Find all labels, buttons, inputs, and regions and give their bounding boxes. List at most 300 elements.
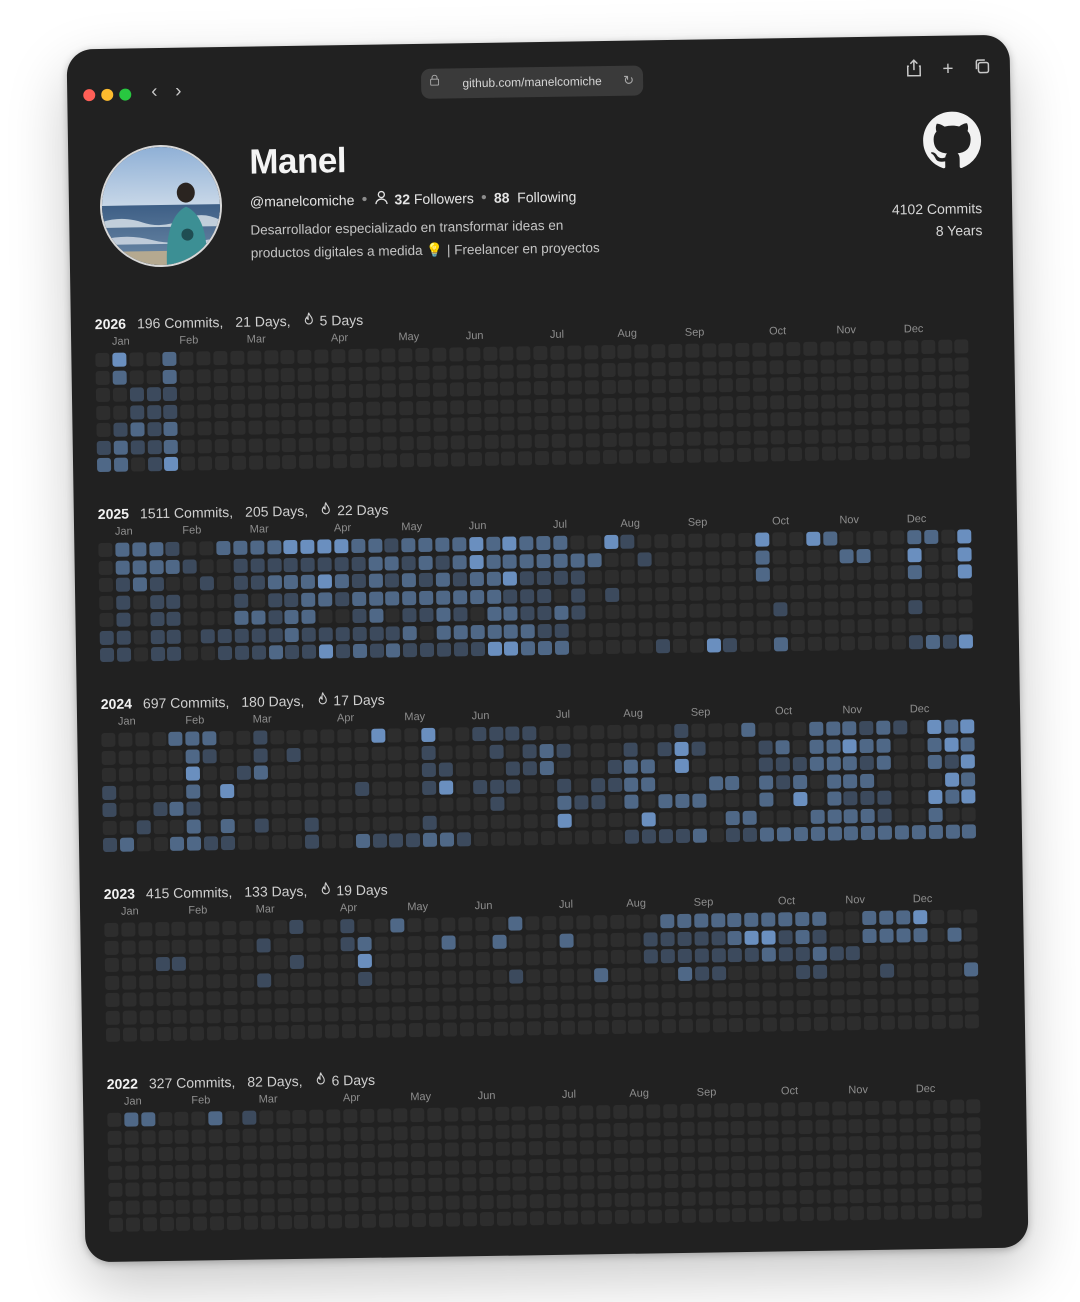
contribution-cell[interactable] <box>939 445 953 459</box>
contribution-cell[interactable] <box>153 802 167 816</box>
contribution-cell[interactable] <box>631 1175 645 1189</box>
contribution-cell[interactable] <box>270 730 284 744</box>
contribution-cell[interactable] <box>500 364 514 378</box>
contribution-cell[interactable] <box>824 584 838 598</box>
contribution-cell[interactable] <box>614 1192 628 1206</box>
contribution-cell[interactable] <box>510 1004 524 1018</box>
contribution-cell[interactable] <box>945 790 959 804</box>
contribution-cell[interactable] <box>456 797 470 811</box>
contribution-cell[interactable] <box>135 750 149 764</box>
contribution-cell[interactable] <box>304 747 318 761</box>
contribution-cell[interactable] <box>538 641 552 655</box>
contribution-cell[interactable] <box>588 588 602 602</box>
contribution-cell[interactable] <box>894 808 908 822</box>
contribution-cell[interactable] <box>714 1103 728 1117</box>
contribution-cell[interactable] <box>726 810 740 824</box>
contribution-cell[interactable] <box>597 1175 611 1189</box>
contribution-cell[interactable] <box>663 1104 677 1118</box>
contribution-cell[interactable] <box>374 954 388 968</box>
contribution-cell[interactable] <box>605 587 619 601</box>
contribution-cell[interactable] <box>392 988 406 1002</box>
contribution-cell[interactable] <box>106 1010 120 1024</box>
contribution-cell[interactable] <box>793 757 807 771</box>
contribution-cell[interactable] <box>461 1107 475 1121</box>
contribution-cell[interactable] <box>418 538 432 552</box>
contribution-cell[interactable] <box>578 1020 592 1034</box>
contribution-cell[interactable] <box>351 539 365 553</box>
contribution-cell[interactable] <box>787 429 801 443</box>
contribution-cell[interactable] <box>117 648 131 662</box>
contribution-cell[interactable] <box>434 435 448 449</box>
contribution-cell[interactable] <box>930 910 944 924</box>
contribution-cell[interactable] <box>790 567 804 581</box>
contribution-cell[interactable] <box>512 1141 526 1155</box>
contribution-cell[interactable] <box>243 1198 257 1212</box>
contribution-cell[interactable] <box>546 1123 560 1137</box>
contribution-cell[interactable] <box>965 979 979 993</box>
contribution-cell[interactable] <box>265 438 279 452</box>
contribution-cell[interactable] <box>425 970 439 984</box>
contribution-cell[interactable] <box>150 612 164 626</box>
contribution-cell[interactable] <box>771 447 785 461</box>
contribution-cell[interactable] <box>524 796 538 810</box>
contribution-cell[interactable] <box>264 368 278 382</box>
contribution-cell[interactable] <box>231 438 245 452</box>
contribution-cell[interactable] <box>830 981 844 995</box>
contribution-cell[interactable] <box>355 781 369 795</box>
contribution-cell[interactable] <box>807 602 821 616</box>
contribution-cell[interactable] <box>813 964 827 978</box>
contribution-cell[interactable] <box>322 817 336 831</box>
contribution-cell[interactable] <box>900 1188 914 1202</box>
contribution-cell[interactable] <box>298 385 312 399</box>
contribution-cell[interactable] <box>382 383 396 397</box>
contribution-cell[interactable] <box>173 992 187 1006</box>
contribution-cell[interactable] <box>259 1110 273 1124</box>
contribution-cell[interactable] <box>153 837 167 851</box>
contribution-cell[interactable] <box>124 1112 138 1126</box>
contribution-cell[interactable] <box>795 929 809 943</box>
contribution-cell[interactable] <box>473 797 487 811</box>
contribution-cell[interactable] <box>922 445 936 459</box>
contribution-cell[interactable] <box>402 573 416 587</box>
contribution-cell[interactable] <box>450 400 464 414</box>
contribution-cell[interactable] <box>893 720 907 734</box>
contribution-cell[interactable] <box>858 636 872 650</box>
contribution-cell[interactable] <box>624 777 638 791</box>
contribution-cell[interactable] <box>446 1195 460 1209</box>
contribution-cell[interactable] <box>388 781 402 795</box>
contribution-cell[interactable] <box>274 973 288 987</box>
contribution-cell[interactable] <box>153 819 167 833</box>
contribution-cell[interactable] <box>908 565 922 579</box>
contribution-cell[interactable] <box>187 819 201 833</box>
contribution-cell[interactable] <box>519 536 533 550</box>
contribution-cell[interactable] <box>206 956 220 970</box>
contribution-cell[interactable] <box>470 589 484 603</box>
contribution-cell[interactable] <box>827 826 841 840</box>
contribution-cell[interactable] <box>561 1003 575 1017</box>
contribution-cell[interactable] <box>249 455 263 469</box>
contribution-cell[interactable] <box>478 1107 492 1121</box>
contribution-cell[interactable] <box>116 595 130 609</box>
contribution-cell[interactable] <box>843 739 857 753</box>
contribution-cell[interactable] <box>129 352 143 366</box>
contribution-cell[interactable] <box>444 1107 458 1121</box>
contribution-cell[interactable] <box>602 450 616 464</box>
contribution-cell[interactable] <box>383 418 397 432</box>
minimize-window-button[interactable] <box>101 89 113 101</box>
contribution-cell[interactable] <box>130 422 144 436</box>
contribution-cell[interactable] <box>132 542 146 556</box>
contribution-cell[interactable] <box>445 1177 459 1191</box>
contribution-cell[interactable] <box>512 1159 526 1173</box>
contribution-cell[interactable] <box>403 626 417 640</box>
contribution-cell[interactable] <box>124 1130 138 1144</box>
contribution-cell[interactable] <box>661 949 675 963</box>
contribution-cell[interactable] <box>897 980 911 994</box>
contribution-cell[interactable] <box>608 812 622 826</box>
contribution-cell[interactable] <box>311 1215 325 1229</box>
contribution-cell[interactable] <box>287 782 301 796</box>
contribution-cell[interactable] <box>411 1125 425 1139</box>
contribution-cell[interactable] <box>495 1107 509 1121</box>
contribution-cell[interactable] <box>509 951 523 965</box>
contribution-cell[interactable] <box>563 1141 577 1155</box>
contribution-cell[interactable] <box>867 1188 881 1202</box>
contribution-cell[interactable] <box>690 639 704 653</box>
contribution-cell[interactable] <box>133 630 147 644</box>
contribution-cell[interactable] <box>476 969 490 983</box>
contribution-cell[interactable] <box>368 574 382 588</box>
contribution-cell[interactable] <box>694 931 708 945</box>
contribution-cell[interactable] <box>252 645 266 659</box>
contribution-cell[interactable] <box>421 728 435 742</box>
contribution-cell[interactable] <box>622 640 636 654</box>
contribution-cell[interactable] <box>146 352 160 366</box>
contribution-cell[interactable] <box>149 560 163 574</box>
contribution-cell[interactable] <box>841 636 855 650</box>
contribution-cell[interactable] <box>416 400 430 414</box>
contribution-cell[interactable] <box>509 969 523 983</box>
reload-icon[interactable]: ↻ <box>623 72 635 88</box>
contribution-cell[interactable] <box>874 566 888 580</box>
contribution-cell[interactable] <box>967 1152 981 1166</box>
contribution-cell[interactable] <box>335 574 349 588</box>
contribution-cell[interactable] <box>763 1017 777 1031</box>
contribution-cell[interactable] <box>408 971 422 985</box>
contribution-cell[interactable] <box>739 533 753 547</box>
contribution-cell[interactable] <box>685 361 699 375</box>
contribution-cell[interactable] <box>925 617 939 631</box>
contribution-cell[interactable] <box>349 436 363 450</box>
contribution-cell[interactable] <box>492 917 506 931</box>
contribution-cell[interactable] <box>251 610 265 624</box>
contribution-cell[interactable] <box>775 722 789 736</box>
contribution-cell[interactable] <box>281 350 295 364</box>
contribution-cell[interactable] <box>911 808 925 822</box>
contribution-cell[interactable] <box>217 593 231 607</box>
contribution-cell[interactable] <box>534 363 548 377</box>
contribution-cell[interactable] <box>156 974 170 988</box>
contribution-cell[interactable] <box>914 998 928 1012</box>
contribution-cell[interactable] <box>293 1127 307 1141</box>
contribution-cell[interactable] <box>167 629 181 643</box>
contribution-cell[interactable] <box>533 346 547 360</box>
contribution-cell[interactable] <box>125 1200 139 1214</box>
contribution-cell[interactable] <box>181 422 195 436</box>
contribution-cell[interactable] <box>305 800 319 814</box>
contribution-cell[interactable] <box>257 973 271 987</box>
contribution-cell[interactable] <box>273 920 287 934</box>
contribution-cell[interactable] <box>796 999 810 1013</box>
contribution-cell[interactable] <box>288 800 302 814</box>
contribution-cell[interactable] <box>840 531 854 545</box>
contribution-cell[interactable] <box>729 983 743 997</box>
contribution-cell[interactable] <box>391 918 405 932</box>
contribution-cell[interactable] <box>476 1004 490 1018</box>
contribution-cell[interactable] <box>225 1128 239 1142</box>
contribution-cell[interactable] <box>476 987 490 1001</box>
contribution-cell[interactable] <box>220 783 234 797</box>
contribution-cell[interactable] <box>832 1136 846 1150</box>
contribution-cell[interactable] <box>723 638 737 652</box>
contribution-cell[interactable] <box>944 772 958 786</box>
contribution-cell[interactable] <box>455 745 469 759</box>
contribution-cell[interactable] <box>293 1145 307 1159</box>
contribution-cell[interactable] <box>304 765 318 779</box>
contribution-cell[interactable] <box>504 606 518 620</box>
contribution-cell[interactable] <box>96 388 110 402</box>
contribution-cell[interactable] <box>395 1213 409 1227</box>
contribution-cell[interactable] <box>500 346 514 360</box>
contribution-cell[interactable] <box>639 639 653 653</box>
contribution-cell[interactable] <box>192 1146 206 1160</box>
contribution-cell[interactable] <box>425 988 439 1002</box>
contribution-cell[interactable] <box>303 730 317 744</box>
contribution-cell[interactable] <box>315 367 329 381</box>
contribution-cell[interactable] <box>417 435 431 449</box>
contribution-cell[interactable] <box>740 603 754 617</box>
contribution-cell[interactable] <box>484 434 498 448</box>
contribution-cell[interactable] <box>545 1106 559 1120</box>
contribution-cell[interactable] <box>428 1143 442 1157</box>
contribution-cell[interactable] <box>866 1171 880 1185</box>
contribution-cell[interactable] <box>99 578 113 592</box>
contribution-cell[interactable] <box>423 833 437 847</box>
contribution-cell[interactable] <box>314 349 328 363</box>
contribution-cell[interactable] <box>446 1212 460 1226</box>
contribution-cell[interactable] <box>841 601 855 615</box>
contribution-cell[interactable] <box>520 554 534 568</box>
contribution-cell[interactable] <box>829 946 843 960</box>
contribution-cell[interactable] <box>726 793 740 807</box>
contribution-cell[interactable] <box>871 358 885 372</box>
contribution-cell[interactable] <box>243 1181 257 1195</box>
contribution-cell[interactable] <box>815 1137 829 1151</box>
contribution-cell[interactable] <box>537 606 551 620</box>
contribution-cell[interactable] <box>816 1154 830 1168</box>
contribution-cell[interactable] <box>638 552 652 566</box>
contribution-cell[interactable] <box>454 642 468 656</box>
contribution-cell[interactable] <box>115 543 129 557</box>
contribution-cell[interactable] <box>887 340 901 354</box>
contribution-cell[interactable] <box>593 915 607 929</box>
contribution-cell[interactable] <box>938 340 952 354</box>
contribution-cell[interactable] <box>147 457 161 471</box>
contribution-cell[interactable] <box>844 791 858 805</box>
contribution-cell[interactable] <box>669 431 683 445</box>
contribution-cell[interactable] <box>307 972 321 986</box>
contribution-cell[interactable] <box>922 427 936 441</box>
contribution-cell[interactable] <box>904 358 918 372</box>
contribution-cell[interactable] <box>428 1125 442 1139</box>
contribution-cell[interactable] <box>788 447 802 461</box>
contribution-cell[interactable] <box>543 933 557 947</box>
contribution-cell[interactable] <box>439 797 453 811</box>
contribution-cell[interactable] <box>870 341 884 355</box>
contribution-cell[interactable] <box>322 834 336 848</box>
contribution-cell[interactable] <box>248 438 262 452</box>
contribution-cell[interactable] <box>205 921 219 935</box>
contribution-cell[interactable] <box>308 990 322 1004</box>
contribution-cell[interactable] <box>122 1010 136 1024</box>
contribution-cell[interactable] <box>496 1159 510 1173</box>
contribution-cell[interactable] <box>725 723 739 737</box>
contribution-cell[interactable] <box>526 969 540 983</box>
contribution-cell[interactable] <box>310 1127 324 1141</box>
contribution-cell[interactable] <box>805 447 819 461</box>
contribution-cell[interactable] <box>896 910 910 924</box>
contribution-cell[interactable] <box>941 530 955 544</box>
contribution-cell[interactable] <box>147 422 161 436</box>
contribution-cell[interactable] <box>682 1209 696 1223</box>
contribution-cell[interactable] <box>147 440 161 454</box>
contribution-cell[interactable] <box>255 835 269 849</box>
contribution-cell[interactable] <box>198 456 212 470</box>
contribution-cell[interactable] <box>967 1134 981 1148</box>
contribution-cell[interactable] <box>551 381 565 395</box>
contribution-cell[interactable] <box>884 1188 898 1202</box>
contribution-cell[interactable] <box>240 956 254 970</box>
contribution-cell[interactable] <box>457 832 471 846</box>
contribution-cell[interactable] <box>112 353 126 367</box>
contribution-cell[interactable] <box>276 1145 290 1159</box>
contribution-cell[interactable] <box>305 835 319 849</box>
contribution-cell[interactable] <box>737 448 751 462</box>
contribution-cell[interactable] <box>260 1180 274 1194</box>
contribution-cell[interactable] <box>321 764 335 778</box>
contribution-cell[interactable] <box>368 539 382 553</box>
contribution-cell[interactable] <box>950 1117 964 1131</box>
contribution-cell[interactable] <box>806 567 820 581</box>
contribution-cell[interactable] <box>166 559 180 573</box>
contribution-cell[interactable] <box>942 635 956 649</box>
contribution-cell[interactable] <box>618 345 632 359</box>
contribution-cell[interactable] <box>605 605 619 619</box>
contribution-cell[interactable] <box>774 637 788 651</box>
contribution-cell[interactable] <box>653 449 667 463</box>
contribution-cell[interactable] <box>222 921 236 935</box>
contribution-cell[interactable] <box>928 790 942 804</box>
contribution-cell[interactable] <box>341 1007 355 1021</box>
contribution-cell[interactable] <box>753 378 767 392</box>
contribution-cell[interactable] <box>391 936 405 950</box>
contribution-cell[interactable] <box>753 413 767 427</box>
contribution-cell[interactable] <box>715 1191 729 1205</box>
contribution-cell[interactable] <box>276 1128 290 1142</box>
contribution-cell[interactable] <box>908 583 922 597</box>
contribution-cell[interactable] <box>449 347 463 361</box>
contribution-cell[interactable] <box>944 720 958 734</box>
contribution-cell[interactable] <box>284 557 298 571</box>
contribution-cell[interactable] <box>773 602 787 616</box>
contribution-cell[interactable] <box>102 785 116 799</box>
contribution-cell[interactable] <box>907 530 921 544</box>
contribution-cell[interactable] <box>594 985 608 999</box>
contribution-cell[interactable] <box>183 594 197 608</box>
contribution-cell[interactable] <box>610 932 624 946</box>
contribution-cell[interactable] <box>456 815 470 829</box>
contribution-cell[interactable] <box>197 369 211 383</box>
contribution-cell[interactable] <box>282 455 296 469</box>
contribution-cell[interactable] <box>231 421 245 435</box>
contribution-cell[interactable] <box>553 536 567 550</box>
contribution-cell[interactable] <box>493 1022 507 1036</box>
contribution-cell[interactable] <box>703 396 717 410</box>
contribution-cell[interactable] <box>691 759 705 773</box>
contribution-cell[interactable] <box>143 1217 157 1231</box>
contribution-cell[interactable] <box>705 533 719 547</box>
contribution-cell[interactable] <box>816 1207 830 1221</box>
contribution-cell[interactable] <box>687 449 701 463</box>
contribution-cell[interactable] <box>490 779 504 793</box>
contribution-cell[interactable] <box>422 763 436 777</box>
contribution-cell[interactable] <box>580 1158 594 1172</box>
contribution-cell[interactable] <box>412 1213 426 1227</box>
contribution-cell[interactable] <box>391 971 405 985</box>
contribution-cell[interactable] <box>489 744 503 758</box>
contribution-cell[interactable] <box>652 379 666 393</box>
contribution-cell[interactable] <box>375 989 389 1003</box>
contribution-cell[interactable] <box>810 792 824 806</box>
contribution-cell[interactable] <box>678 949 692 963</box>
contribution-cell[interactable] <box>391 953 405 967</box>
contribution-cell[interactable] <box>641 794 655 808</box>
contribution-cell[interactable] <box>527 986 541 1000</box>
contribution-cell[interactable] <box>766 1190 780 1204</box>
contribution-cell[interactable] <box>302 610 316 624</box>
contribution-cell[interactable] <box>577 1003 591 1017</box>
contribution-cell[interactable] <box>521 624 535 638</box>
contribution-cell[interactable] <box>674 741 688 755</box>
contribution-cell[interactable] <box>180 352 194 366</box>
contribution-cell[interactable] <box>277 1198 291 1212</box>
contribution-cell[interactable] <box>618 380 632 394</box>
contribution-cell[interactable] <box>135 732 149 746</box>
contribution-cell[interactable] <box>105 993 119 1007</box>
contribution-cell[interactable] <box>681 1191 695 1205</box>
contribution-cell[interactable] <box>503 554 517 568</box>
contribution-cell[interactable] <box>180 387 194 401</box>
contribution-cell[interactable] <box>945 807 959 821</box>
contribution-cell[interactable] <box>459 952 473 966</box>
contribution-cell[interactable] <box>361 1161 375 1175</box>
contribution-cell[interactable] <box>726 828 740 842</box>
contribution-cell[interactable] <box>613 1122 627 1136</box>
contribution-cell[interactable] <box>628 985 642 999</box>
contribution-cell[interactable] <box>209 1129 223 1143</box>
